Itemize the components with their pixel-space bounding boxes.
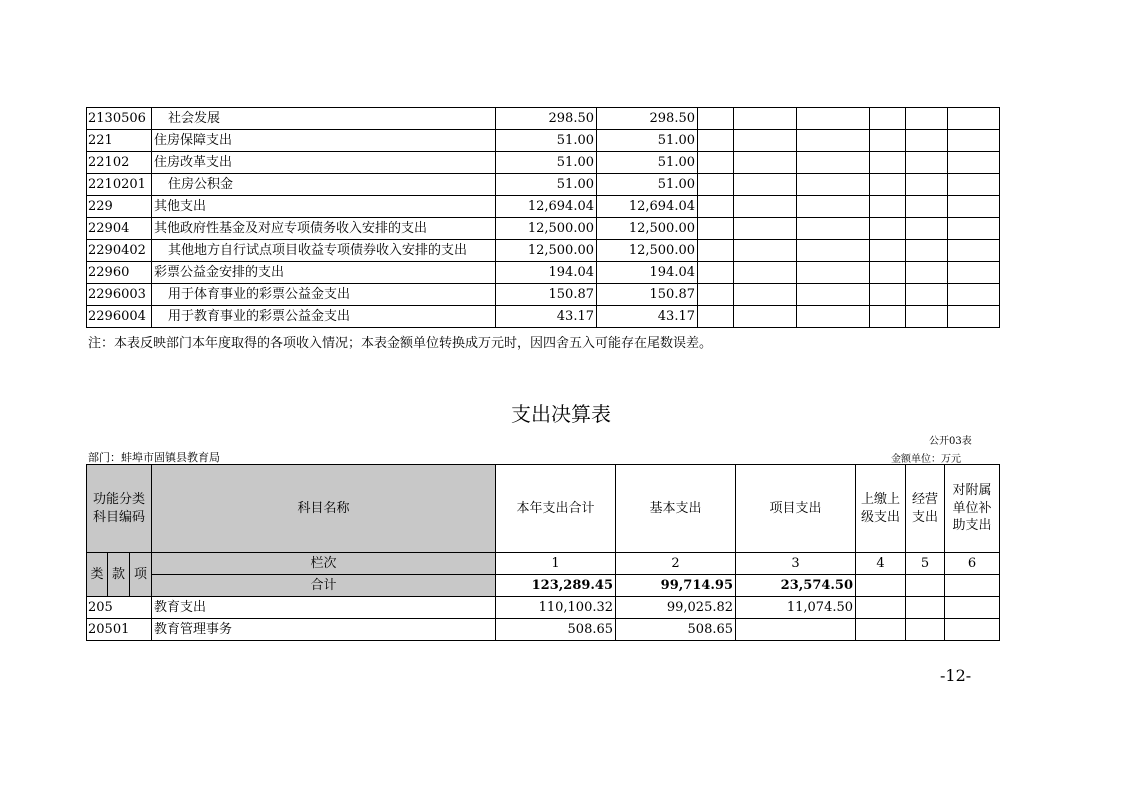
income-detail-table [86,107,1000,328]
row-code: 2210201 [87,174,152,196]
row-code: 22904 [87,218,152,240]
row-name: 其他地方自行试点项目收益专项债券收入安排的支出 [152,240,496,262]
sum-basic: 99,714.95 [616,575,736,597]
table-row [87,262,1000,284]
table-row [87,218,1000,240]
row-code: 2296004 [87,306,152,328]
row-total: 150.87 [496,284,597,306]
header-row [87,465,1000,553]
table-number: 公开03表 [929,436,972,447]
row-name: 教育管理事务 [152,619,496,641]
table-row [87,174,1000,196]
row-basic: 12,500.00 [597,218,698,240]
row-name: 住房改革支出 [152,152,496,174]
row-project: 11,074.50 [736,597,856,619]
row-basic: 194.04 [597,262,698,284]
row-code: 229 [87,196,152,218]
row-total: 51.00 [496,174,597,196]
table-row [87,108,1000,130]
row-total: 194.04 [496,262,597,284]
header-project: 项目支出 [736,465,856,553]
row-basic: 51.00 [597,174,698,196]
header-func-code: 功能分类科目编码 [87,465,152,553]
column-number: 2 [616,553,736,575]
table-row [87,130,1000,152]
sum-total: 123,289.45 [496,575,616,597]
row-code: 2290402 [87,240,152,262]
department-label: 部门：蚌埠市固镇县教育局 [88,451,220,464]
sum-project: 23,574.50 [736,575,856,597]
row-total: 12,694.04 [496,196,597,218]
row-basic: 508.65 [616,619,736,641]
column-label: 栏次 [152,553,496,575]
page-title: 支出决算表 [511,402,611,426]
header-basic: 基本支出 [616,465,736,553]
row-code: 2296003 [87,284,152,306]
table-row [87,597,1000,619]
row-basic: 43.17 [597,306,698,328]
table-note: 注：本表反映部门本年度取得的各项收入情况；本表金额单位转换成万元时，因四舍五入可能存在尾数误差。 [88,336,713,351]
row-name: 教育支出 [152,597,496,619]
row-basic: 12,694.04 [597,196,698,218]
header-subsidy: 对附属单位补助支出 [945,465,1000,553]
header-upper: 上缴上级支出 [856,465,906,553]
row-code: 2130506 [87,108,152,130]
column-number: 6 [945,553,1000,575]
table-row [87,196,1000,218]
row-basic: 99,025.82 [616,597,736,619]
row-total: 298.50 [496,108,597,130]
row-name: 住房保障支出 [152,130,496,152]
header-subject: 科目名称 [152,465,496,553]
row-name: 彩票公益金安排的支出 [152,262,496,284]
header-business: 经营支出 [906,465,945,553]
row-total: 110,100.32 [496,597,616,619]
row-name: 用于教育事业的彩票公益金支出 [152,306,496,328]
column-number: 5 [906,553,945,575]
table-row [87,306,1000,328]
row-total: 12,500.00 [496,218,597,240]
column-number: 3 [736,553,856,575]
row-name: 用于体育事业的彩票公益金支出 [152,284,496,306]
row-basic: 51.00 [597,152,698,174]
row-name: 其他支出 [152,196,496,218]
row-code: 205 [87,597,152,619]
kuan-label: 款 [108,553,130,597]
row-name: 住房公积金 [152,174,496,196]
row-name: 其他政府性基金及对应专项债务收入安排的支出 [152,218,496,240]
header-total: 本年支出合计 [496,465,616,553]
column-number: 1 [496,553,616,575]
row-project [736,619,856,641]
column-number-row [87,553,1000,575]
table-row [87,619,1000,641]
row-total: 12,500.00 [496,240,597,262]
row-code: 20501 [87,619,152,641]
income-detail-table-body [87,108,1000,328]
row-basic: 298.50 [597,108,698,130]
row-code: 221 [87,130,152,152]
row-basic: 150.87 [597,284,698,306]
page-number: -12- [940,666,972,685]
row-name: 社会发展 [152,108,496,130]
row-code: 22960 [87,262,152,284]
sum-row [87,575,1000,597]
expenditure-table [86,464,1000,641]
row-total: 508.65 [496,619,616,641]
table-row [87,284,1000,306]
row-total: 43.17 [496,306,597,328]
row-total: 51.00 [496,130,597,152]
lei-label: 类 [87,553,108,597]
table-row [87,152,1000,174]
row-total: 51.00 [496,152,597,174]
row-code: 22102 [87,152,152,174]
row-basic: 12,500.00 [597,240,698,262]
row-basic: 51.00 [597,130,698,152]
table-row [87,240,1000,262]
xiang-label: 项 [130,553,152,597]
unit-label: 金额单位：万元 [891,454,961,465]
column-number: 4 [856,553,906,575]
sum-label: 合计 [152,575,496,597]
